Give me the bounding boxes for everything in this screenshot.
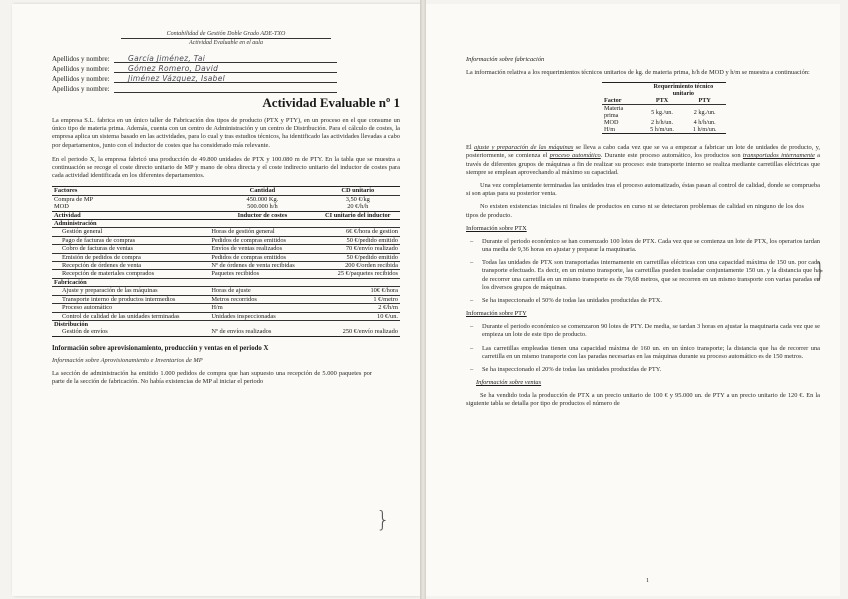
fabrication-heading: Información sobre fabricación <box>466 56 545 63</box>
requirements-paragraph: La información relativa a los requerimientos técnicos unitarios de kg. de materia prima, h/h de MOD y h/m se muestra a continuación: <box>466 69 810 76</box>
brace-mark: } <box>376 508 390 533</box>
table-row <box>52 270 400 278</box>
supply-subheading: Información sobre Aprovisionamiento e Inventarios de MP <box>52 356 203 364</box>
section-label: Fabricación <box>52 278 400 286</box>
course-header <box>52 30 400 47</box>
table-cell: Proceso automático <box>52 304 209 312</box>
table-header-row <box>52 187 400 195</box>
table-section-row <box>52 320 400 328</box>
table-cell: 70 €/envío realizado <box>316 245 400 253</box>
table-cell: Gestión general <box>52 228 209 236</box>
table-row <box>52 245 400 253</box>
col-header: Inductor de costes <box>209 211 315 219</box>
name-field: Gómez Romero, David <box>114 64 337 73</box>
table-cell: Paquetes recibidos <box>209 270 315 278</box>
table-cell: Transporte interno de productos intermedios <box>52 295 209 303</box>
table-cell: Unidades inspeccionadas <box>209 312 315 320</box>
table-cell: Horas de ajuste <box>209 287 315 295</box>
table-cell: 50 €/pedido emitido <box>316 236 400 244</box>
col-header: Factores <box>52 187 209 195</box>
ptx-heading: Información sobre PTX <box>466 224 527 232</box>
table-header-row <box>52 211 400 219</box>
table-cell: Pedidos de compras emitidos <box>209 253 315 261</box>
col-header: CD unitario <box>316 187 400 195</box>
sales-paragraph: Se ha vendido toda la producción de PTX a un precio unitario de 100 € y 95.000 un. de PTY a un precio unitario de 120 €. En la siguiente tabla se detalla por tipo de productos el número de <box>466 392 820 408</box>
table-cell: 2 €/h/m <box>316 304 400 312</box>
table-cell: Horas de gestión general <box>209 228 315 236</box>
pty-heading: Información sobre PTY <box>466 310 527 318</box>
table-row <box>52 312 400 320</box>
right-page <box>426 4 840 596</box>
requirements-table <box>602 82 726 134</box>
table-row <box>52 287 400 295</box>
table-cell: MOD <box>52 203 209 211</box>
table-cell: 6€ €/hora de gestion <box>316 228 400 236</box>
page-number: 1 <box>646 578 649 584</box>
table-cell: 250 €/envío realizado <box>316 328 400 336</box>
requirements-header: Requerimiento técnico unitario <box>641 83 726 98</box>
table-cell: 50 €/pedido emitido <box>316 253 400 261</box>
table-cell: 25 €/paquetes recibidos <box>316 270 400 278</box>
intro-paragraph: La empresa S.L. fabrica en un único taller de Fabricación dos tipos de producto (PTX y PTY), en un proceso en el que consume un único tipo de materia prima. Además, cuenta con un centro de Administración y un centro de Distribución. Para el cálculo de costes, la empresa aplica un sistema basado en las actividades, para lo cual y tras estudios técnicos, ha identificado las actividades llevadas a cabo por departamentos, junto con el inductor de costes que ha considerado más relevante. <box>52 117 400 149</box>
student-names <box>52 53 337 93</box>
left-page <box>12 4 420 596</box>
process-paragraph: El ajuste y preparación de las máquinas se lleva a cabo cada vez que se va a empezar a fabricar un lote de unidades de producto, y, posteriormente, se comienza el proceso automático. Durante este proceso automático, los productos son transportados internamente a través de diferentes grupos de máquinas a fin de realizar su proceso: este transporte interno se realiza mediante carretillas eléctricas que siempre se emplean aprovechando al máximo su capacidad. <box>466 144 821 176</box>
table-row <box>52 304 400 312</box>
table-section-row <box>52 220 400 228</box>
table-row <box>52 253 400 261</box>
table-cell: 10€ €/hora <box>316 287 400 295</box>
table-cell: Pago de facturas de compras <box>52 236 209 244</box>
table-cell: Nº de órdenes de venta recibidas <box>209 262 315 270</box>
sales-heading: Información sobre ventas <box>476 379 542 387</box>
list-item: – Durante el periodo económico se han comenzado 100 lotes de PTX. Cada vez que se comienza un lote de PTX, los operarios tardan una media de 9,36 horas en ajustar y preparar la maquinaria. <box>466 238 820 254</box>
supply-paragraph: La sección de administración ha emitido 1.000 pedidos de compra que han supuesto una recepción de 5.000 paquetes por parte de la sección de fabricación. No había existencias de MP al iniciar el periodo <box>52 369 372 385</box>
name-row <box>52 63 337 73</box>
table-cell: 20 €/h/h <box>316 203 400 211</box>
table-row: Materia prima 5 kg./un. 2 kg./un. <box>604 105 716 120</box>
list-item: – Durante el periodo económico se comenzaron 90 lotes de PTY. De media, se tardan 3 horas en ajustar la maquinaria cada vez que se empieza un lote de este tipo de producto. <box>466 323 820 339</box>
table-cell: 450.000 Kg. <box>209 195 315 203</box>
costs-table <box>52 186 400 336</box>
table-cell: Compra de MP <box>52 195 209 203</box>
inventory-paragraph: No existen existencias iniciales ni finales de productos en curso ni se detectaron problemas de calidad en ninguno de los dos tipos de producto. <box>466 203 804 219</box>
name-label: Apellidos y nombre: <box>52 85 110 93</box>
section-label: Distribución <box>52 320 400 328</box>
quality-paragraph: Una vez completamente terminadas las unidades tras el proceso automatizado, éstas pasan al control de calidad, donde se comprueba si son aptas para su posterior venta. <box>466 182 820 198</box>
table-cell: Recepción de materiales comprados <box>52 270 209 278</box>
table-cell: Envíos de ventas realizados <box>209 245 315 253</box>
table-row <box>52 295 400 303</box>
table-row <box>52 236 400 244</box>
name-row <box>52 83 337 93</box>
col-header: Cantidad <box>209 187 315 195</box>
name-label: Apellidos y nombre: <box>52 65 110 73</box>
col-factor: Factor <box>602 97 641 105</box>
table-cell: 500.000 h/h <box>209 203 315 211</box>
table-row <box>52 203 400 211</box>
col-ptx: PTX <box>641 97 684 105</box>
section-label: Administración <box>54 220 97 228</box>
table-cell: 1 €/metro <box>316 295 400 303</box>
brace-mark: } <box>814 258 827 282</box>
table-section-row <box>52 278 400 286</box>
info-heading: Información sobre aprovisionamiento, producción y ventas en el periodo X <box>52 344 269 352</box>
table-row: H/m 5 h/m/un. 1 h/m/un. <box>602 126 726 134</box>
table-row: MOD 2 h/h/un. 4 h/h/un. <box>604 119 716 127</box>
table-cell: Pedidos de compras emitidos <box>209 236 315 244</box>
table-row <box>52 328 400 336</box>
name-row <box>52 53 337 63</box>
name-label: Apellidos y nombre: <box>52 75 110 83</box>
name-field: García Jiménez, Tai <box>114 54 337 63</box>
table-row <box>52 228 400 236</box>
list-item: – Se ha inspeccionado el 20% de todas las unidades producidas de PTY. <box>466 366 820 374</box>
col-header: Actividad <box>52 211 209 219</box>
name-field: Jiménez Vázquez, Isabel <box>114 74 337 83</box>
production-paragraph: En el periodo X, la empresa fabricó una producción de 49.800 unidades de PTX y 100.080 m de PTY. En la tabla que se muestra a continuación se recoge el coste directo unitario de MP y mano de obra directa y el coste indirecto unitario del inductor de costes para cada actividad identificada en los diferentes departamentos. <box>52 155 400 180</box>
name-label: Apellidos y nombre: <box>52 55 110 63</box>
table-cell: H/m <box>209 304 315 312</box>
table-cell: Control de calidad de las unidades terminadas <box>52 312 209 320</box>
table-cell: Recepción de órdenes de venta <box>52 262 209 270</box>
pty-list <box>466 323 820 374</box>
name-row <box>52 73 337 83</box>
table-cell: 10 €/un. <box>316 312 400 320</box>
activity-subtitle: Actividad Evaluable en el aula <box>189 40 263 46</box>
table-cell: Metros recorridos <box>209 295 315 303</box>
table-cell: 3,50 €/kg <box>316 195 400 203</box>
list-item: – Todas las unidades de PTX son transportadas internamente en carretillas eléctricas con una capacidad máxima de 150 un. por cada transporte efectuado. Es decir, en un mismo transporte, las carretillas pueden trasladar conjuntamente 150 un. y la distancia que ha de recorrer una carretilla en un mismo transporte es de 79,68 metros, que se recorren en un mismo transporte con varias paradas en los diversos grupos de máquinas. <box>466 259 820 292</box>
table-cell: Cobro de facturas de ventas <box>52 245 209 253</box>
table-cell: Ajuste y preparación de las máquinas <box>52 287 209 295</box>
table-cell: Emisión de pedidos de compra <box>52 253 209 261</box>
name-field <box>114 84 337 93</box>
table-cell: 200 €/orden recibida <box>316 262 400 270</box>
table-row <box>52 195 400 203</box>
col-pty: PTY <box>683 97 726 105</box>
list-item: – Se ha inspeccionado el 50% de todas las unidades producidas de PTX. <box>466 297 820 305</box>
activity-title: Actividad Evaluable nº 1 <box>262 95 400 110</box>
list-item: – Las carretillas empleadas tienen una capacidad máxima de 160 un. en un único transporte; la distancia que ha de recorrer una carretilla en un mismo transporte con las paradas necesarias en las máquinas durante su proceso automático es de 150 metros. <box>466 345 820 361</box>
table-row <box>52 262 400 270</box>
col-header: CI unitario del inductor <box>316 211 400 219</box>
ptx-list <box>466 238 820 305</box>
table-cell: Nº de envíos realizados <box>209 328 315 336</box>
table-cell: Gestión de envíos <box>52 328 209 336</box>
course-title: Contabilidad de Gestión Doble Grado ADE-TXO <box>166 31 286 37</box>
